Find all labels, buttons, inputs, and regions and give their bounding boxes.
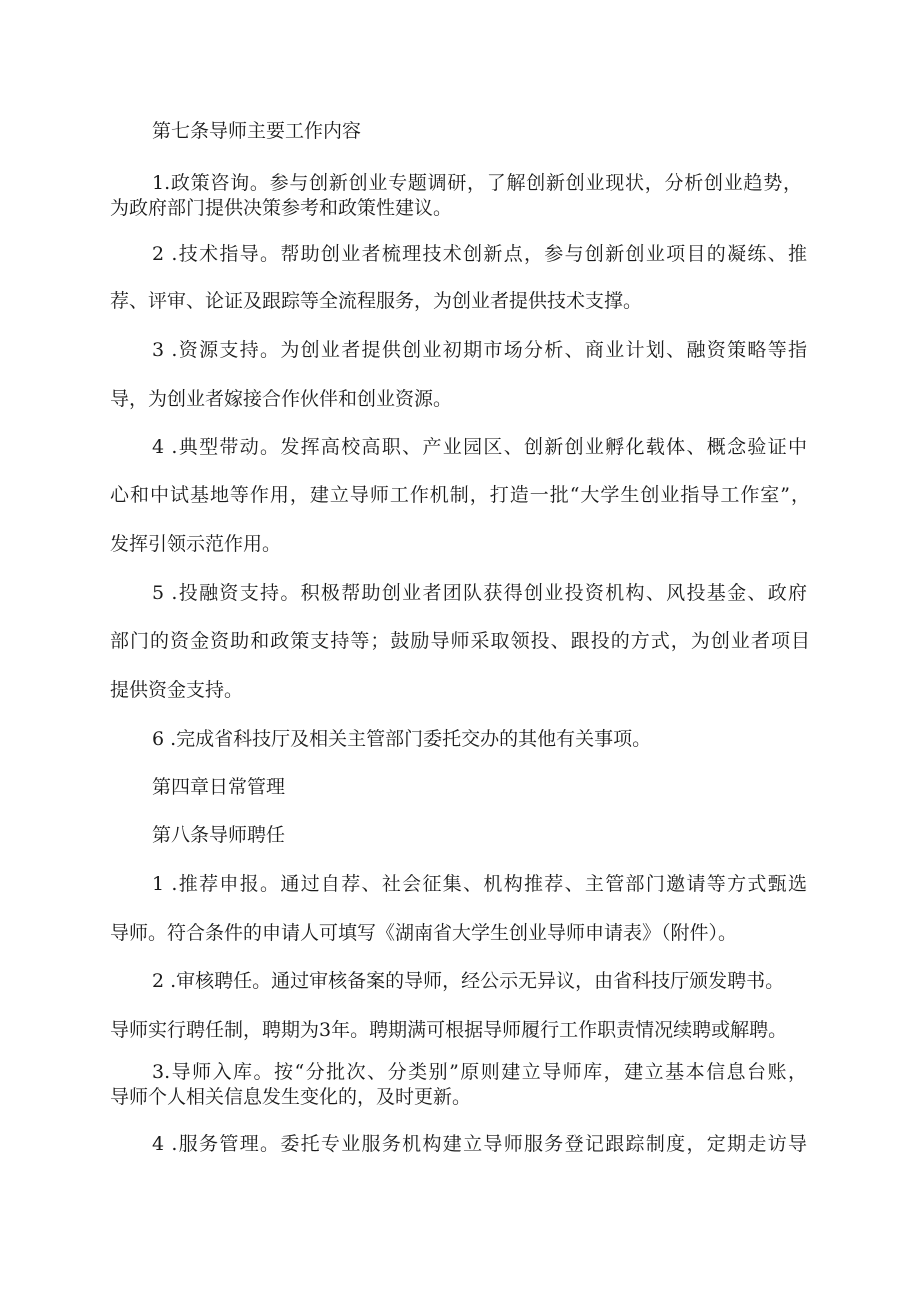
item-3-line-2: 导，为创业者嫁接合作伙伴和创业资源。 <box>110 388 453 410</box>
chapter-4-heading: 第四章日常管理 <box>152 776 286 798</box>
item-4-line-1: 4 .典型带动。发挥高校高职、产业园区、创新创业孵化载体、概念验证中 <box>152 436 807 458</box>
appoint-item-3-line-1: 3.导师入库。按“分批次、分类别”原则建立导师库，建立基本信息台账， <box>152 1061 807 1083</box>
item-3-line-1: 3 .资源支持。为创业者提供创业初期市场分析、商业计划、融资策略等指 <box>152 339 807 361</box>
appoint-item-2-line-2: 导师实行聘任制，聘期为3年。聘期满可根据导师履行工作职责情况续聘或解聘。 <box>110 1019 788 1041</box>
item-1-line-1: 1.政策咨询。参与创新创业专题调研，了解创新创业现状，分析创业趋势， <box>152 172 802 194</box>
item-4-line-3: 发挥引领示范作用。 <box>110 533 282 555</box>
item-5-line-2: 部门的资金资助和政策支持等；鼓励导师采取领投、跟投的方式，为创业者项目 <box>110 630 810 652</box>
article-8-heading: 第八条导师聘任 <box>152 824 286 846</box>
item-4-line-2: 心和中试基地等作用，建立导师工作机制，打造一批“大学生创业指导工作室”， <box>110 484 810 506</box>
item-6-line-1: 6 .完成省科技厅及相关主管部门委托交办的其他有关事项。 <box>152 728 652 750</box>
item-5-line-3: 提供资金支持。 <box>110 679 244 701</box>
appoint-item-1-line-2: 导师。符合条件的申请人可填写《湖南省大学生创业导师申请表》（附件）。 <box>110 922 738 944</box>
appoint-item-1-line-1: 1 .推荐申报。通过自荐、社会征集、机构推荐、主管部门邀请等方式甄选 <box>152 873 807 895</box>
appoint-item-4-line-1: 4 .服务管理。委托专业服务机构建立导师服务登记跟踪制度，定期走访导 <box>152 1133 807 1155</box>
article-7-heading: 第七条导师主要工作内容 <box>152 120 362 142</box>
item-5-line-1: 5 .投融资支持。积极帮助创业者团队获得创业投资机构、风投基金、政府 <box>152 582 807 604</box>
item-2-line-1: 2 .技术指导。帮助创业者梳理技术创新点，参与创新创业项目的凝练、推 <box>152 243 807 265</box>
item-2-line-2: 荐、评审、论证及跟踪等全流程服务，为创业者提供技术支撑。 <box>110 290 643 312</box>
item-1-line-2: 为政府部门提供决策参考和政策性建议。 <box>110 197 453 219</box>
appoint-item-2-line-1: 2 .审核聘任。通过审核备案的导师，经公示无异议，由省科技厅颁发聘书。 <box>152 970 785 992</box>
appoint-item-3-line-2: 导师个人相关信息发生变化的，及时更新。 <box>110 1086 472 1108</box>
